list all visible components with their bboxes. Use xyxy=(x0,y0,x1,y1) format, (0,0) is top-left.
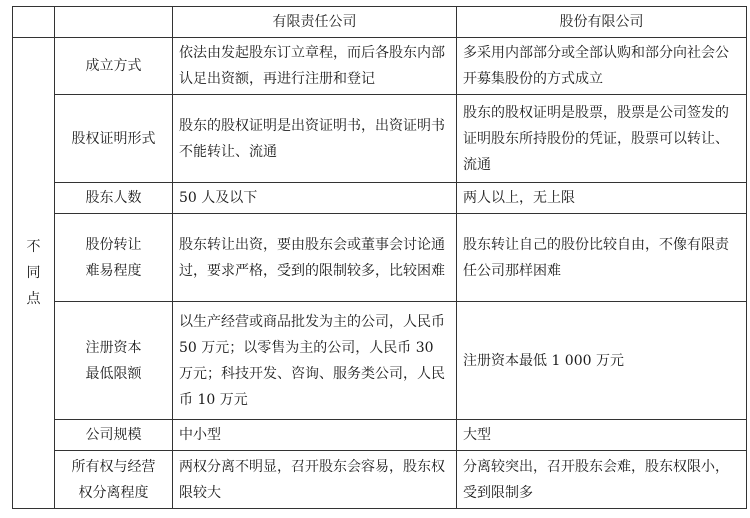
table-row xyxy=(13,451,747,509)
table-row xyxy=(13,214,747,302)
cell-stock-equity-proof: 股东的股权证明是股票，股票是公司签发的证明股东所持股份的凭证，股票可以转让、流通 xyxy=(457,95,747,183)
cell-limited-ownership-separation: 两权分离不明显，召开股东会容易，股东权限较大 xyxy=(173,451,457,509)
header-joint-stock: 股份有限公司 xyxy=(457,7,747,38)
group-label-text: 不 同 点 xyxy=(26,239,41,307)
row-label-share-transfer: 股份转让 难易程度 xyxy=(55,214,173,302)
cell-stock-establishment: 多采用内部部分或全部认购和部分向社会公开募集股份的方式成立 xyxy=(457,38,747,95)
row-label-establishment: 成立方式 xyxy=(55,38,173,95)
row-label-company-scale: 公司规模 xyxy=(55,420,173,451)
header-label-col xyxy=(55,7,173,38)
header-row xyxy=(13,7,747,38)
comparison-table-wrapper xyxy=(12,6,747,509)
cell-limited-establishment: 依法由发起股东订立章程，而后各股东内部认足出资额，再进行注册和登记 xyxy=(173,38,457,95)
row-label-ownership-separation: 所有权与经营 权分离程度 xyxy=(55,451,173,509)
cell-limited-company-scale: 中小型 xyxy=(173,420,457,451)
comparison-table xyxy=(12,6,747,509)
cell-stock-company-scale: 大型 xyxy=(457,420,747,451)
row-label-shareholder-count: 股东人数 xyxy=(55,183,173,214)
cell-limited-min-capital: 以生产经营或商品批发为主的公司，人民币 50 万元；以零售为主的公司，人民币 30 万元；科技开发、咨询、服务类公司，人民币 10 万元 xyxy=(173,302,457,420)
cell-stock-share-transfer: 股东转让自己的股份比较自由，不像有限责任公司那样困难 xyxy=(457,214,747,302)
cell-limited-equity-proof: 股东的股权证明是出资证明书，出资证明书不能转让、流通 xyxy=(173,95,457,183)
table-row xyxy=(13,183,747,214)
cell-stock-min-capital: 注册资本最低 1 000 万元 xyxy=(457,302,747,420)
cell-stock-shareholder-count: 两人以上，无上限 xyxy=(457,183,747,214)
row-label-equity-proof: 股权证明形式 xyxy=(55,95,173,183)
table-row xyxy=(13,420,747,451)
group-label-different-points xyxy=(13,38,55,509)
cell-limited-shareholder-count: 50 人及以下 xyxy=(173,183,457,214)
table-row xyxy=(13,302,747,420)
row-label-min-capital: 注册资本 最低限额 xyxy=(55,302,173,420)
header-limited-liability: 有限责任公司 xyxy=(173,7,457,38)
header-corner xyxy=(13,7,55,38)
table-row xyxy=(13,38,747,95)
cell-stock-ownership-separation: 分离较突出，召开股东会难，股东权限小，受到限制多 xyxy=(457,451,747,509)
cell-limited-share-transfer: 股东转让出资，要由股东会或董事会讨论通过，要求严格，受到的限制较多，比较困难 xyxy=(173,214,457,302)
table-row xyxy=(13,95,747,183)
